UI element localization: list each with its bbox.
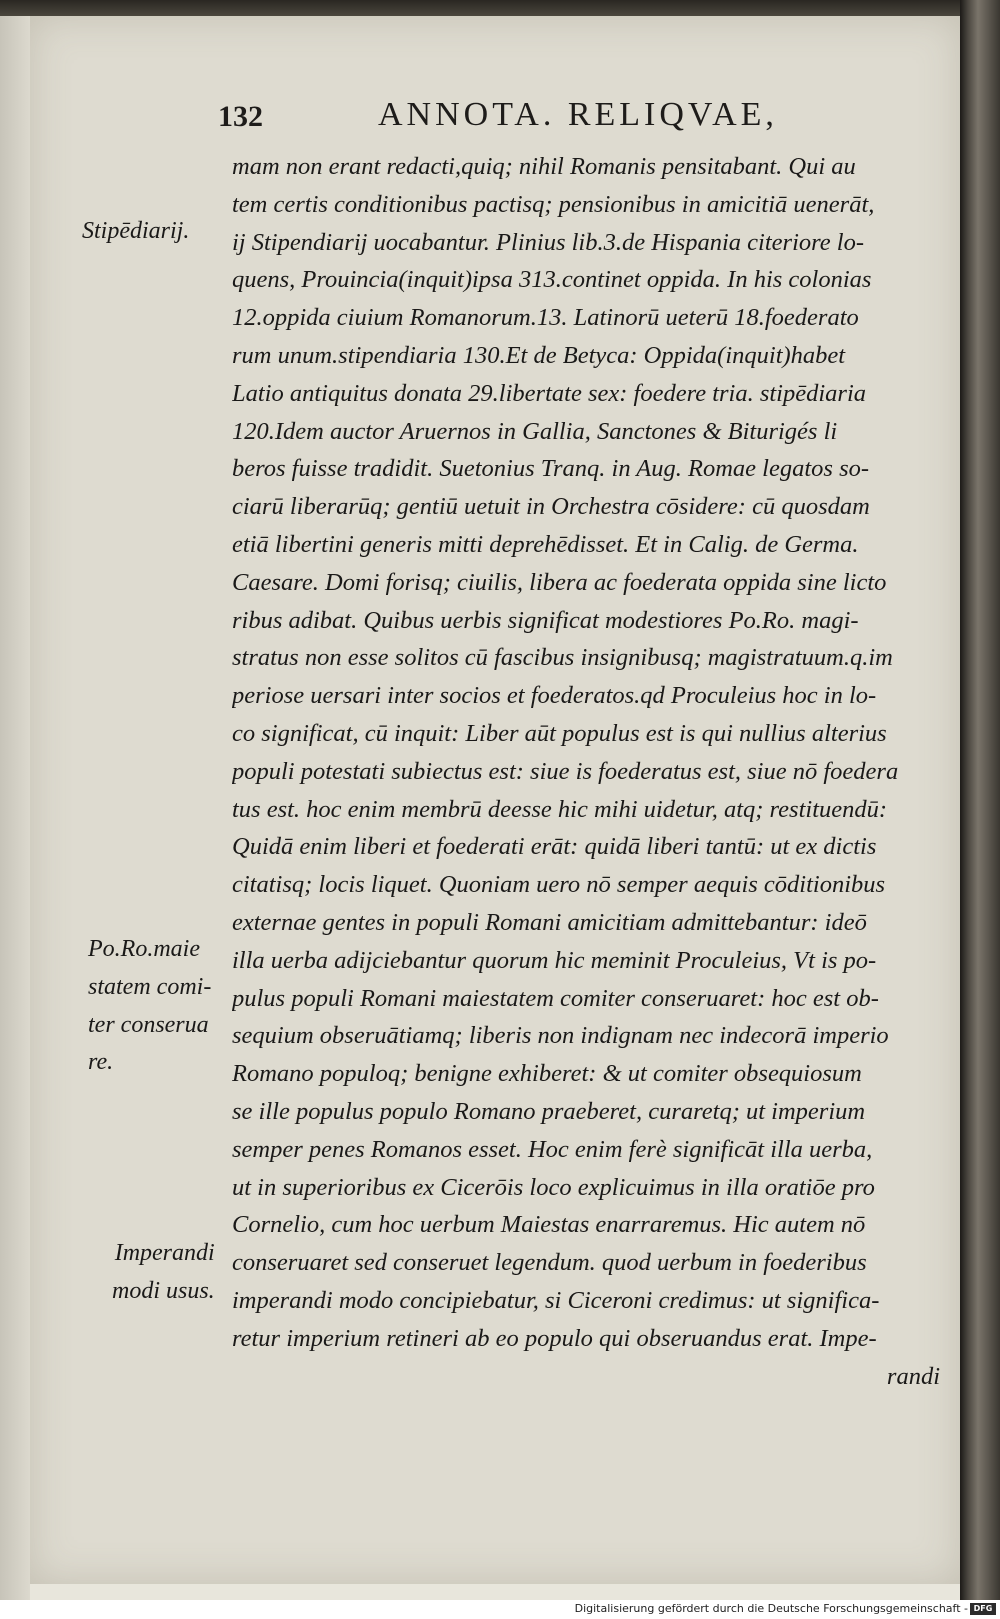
dfg-logo: DFG <box>970 1603 996 1615</box>
text-line: tem certis conditionibus pactisq; pensionibus in amicitiā uenerāt, <box>232 190 875 218</box>
text-line: citatisq; locis liquet. Quoniam uero nō semper aequis cōditionibus <box>232 871 886 899</box>
page-number: 132 <box>218 100 263 133</box>
text-line: semper penes Romanos esset. Hoc enim ferè significāt illa uerba, <box>232 1135 873 1163</box>
text-line: imperandi modo concipiebatur, si Ciceroni credimus: ut significa- <box>232 1286 880 1314</box>
text-line: pulus populi Romani maiestatem comiter conseruaret: hoc est ob- <box>232 984 879 1012</box>
funding-credit: Digitalisierung gefördert durch die Deutsche Forschungsgemeinschaft - <box>574 1602 968 1615</box>
text-line: 12.oppida ciuium Romanorum.13. Latinorū ueterū 18.foederato <box>232 304 859 332</box>
text-line: Romano populoq; benigne exhiberet: & ut comiter obsequiosum <box>232 1060 862 1088</box>
scan-left-edge <box>0 0 30 1600</box>
text-line: Caesare. Domi forisq; ciuilis, libera ac foederata oppida sine licto <box>232 568 887 596</box>
margin-note-line: ter conserua <box>88 1011 209 1038</box>
margin-note-line: Po.Ro.maie <box>88 936 200 962</box>
margin-note-line: Stipēdiarij. <box>82 218 190 244</box>
text-line: periose uersari inter socios et foederatos.qd Proculeius hoc in lo- <box>232 682 877 710</box>
running-head: ANNOTA. RELIQVAE, <box>378 96 778 133</box>
margin-note-stipendiarij <box>82 213 189 251</box>
text-line: mam non erant redacti,quiq; nihil Romanis pensitabant. Qui au <box>232 153 856 180</box>
text-line: Cornelio, cum hoc uerbum Maiestas enarraremus. Hic autem nō <box>232 1211 866 1239</box>
text-line: rum unum.stipendiaria 130.Et de Betyca: Oppida(inquit)habet <box>232 341 846 369</box>
text-line: ribus adibat. Quibus uerbis significat modestiores Po.Ro. magi- <box>232 606 859 634</box>
margin-note-line: statem comi- <box>88 973 212 1000</box>
scan-top-edge <box>0 0 1000 16</box>
text-line: sequium obseruātiamq; liberis non indignam nec indecorā imperio <box>232 1022 889 1050</box>
main-text-block <box>232 148 944 1395</box>
catchword: randi <box>886 1362 940 1390</box>
text-line: ciarū liberarūq; gentiū uetuit in Orchestra cōsidere: cū quosdam <box>232 493 870 521</box>
text-line: conseruaret sed conseruet legendum. quod uerbum in foederibus <box>232 1249 867 1277</box>
text-line: retur imperium retineri ab eo populo qui obseruandus erat. Impe- <box>232 1324 877 1352</box>
text-line: tus est. hoc enim membrū deesse hic mihi uidetur, atq; restituendū: <box>232 795 888 823</box>
text-line: stratus non esse solitos cū fascibus insignibusq; magistratuum.q.im <box>232 644 893 672</box>
text-line: beros fuisse tradidit. Suetonius Tranq. in Aug. Romae legatos so- <box>232 455 870 483</box>
text-line: co significat, cū inquit: Liber aūt populus est is qui nullius alterius <box>232 719 887 747</box>
text-line: ut in superioribus ex Cicerōis loco explicuimus in illa oratiōe pro <box>232 1173 875 1201</box>
scan-binding-edge <box>960 0 1000 1600</box>
text-line: etiā libertini generis mitti deprehēdisset. Et in Calig. de Germa. <box>232 530 859 558</box>
margin-note-line: re. <box>88 1049 114 1076</box>
text-line: quens, Prouincia(inquit)ipsa 313.continet oppida. In his colonias <box>232 266 872 294</box>
text-line: Quidā enim liberi et foederati erāt: quidā liberi tantū: ut ex dictis <box>232 833 877 861</box>
margin-note-line: Imperandi <box>114 1240 215 1266</box>
margin-note-imperandi <box>112 1235 215 1311</box>
text-line: illa uerba adijciebantur quorum hic meminit Proculeius, Vt is po- <box>232 946 877 974</box>
margin-note-line: modi usus. <box>112 1277 215 1304</box>
text-line: externae gentes in populi Romani amicitiam admittebantur: ideō <box>232 908 867 936</box>
text-line: ij Stipendiarij uocabantur. Plinius lib.3.de Hispania citeriore lo- <box>232 228 864 256</box>
margin-note-maiestas <box>88 931 211 1082</box>
text-line: 120.Idem auctor Aruernos in Gallia, Sanctones & Biturigés li <box>232 417 838 445</box>
text-line: Latio antiquitus donata 29.libertate sex: foedere tria. stipēdiaria <box>232 379 867 407</box>
text-line: se ille populus populo Romano praeberet, curaretq; ut imperium <box>232 1097 866 1125</box>
text-line: populi potestati subiectus est: siue is foederatus est, siue nō foedera <box>232 757 899 785</box>
